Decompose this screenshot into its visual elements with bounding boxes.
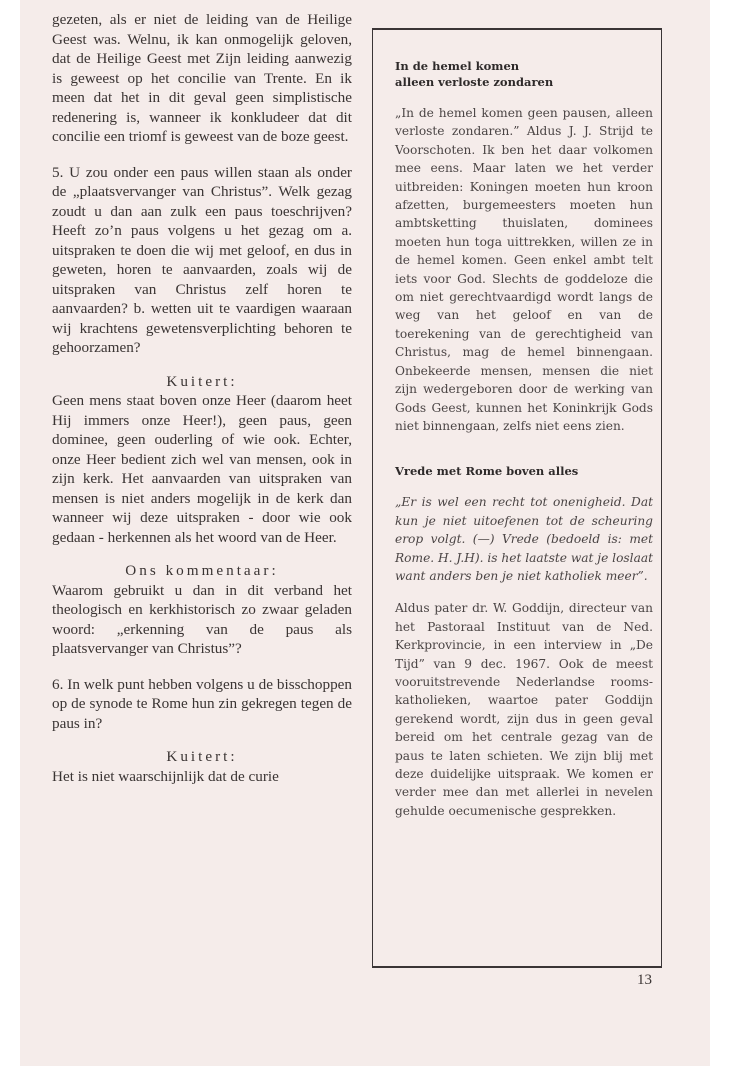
speaker-label-kuitert: Kuitert: <box>166 372 238 390</box>
spacer <box>52 147 352 163</box>
commentary-label: Ons kommentaar: <box>125 562 279 579</box>
heading-line-2: alleen verloste zondaren <box>395 75 554 89</box>
spacer <box>395 435 653 463</box>
document-page <box>20 0 710 1066</box>
question-6: 6. In welk punt hebben volgens u de bisschoppen op de synode te Rome hun zin gekregen tegen de paus in? <box>52 675 352 732</box>
commentary-text: Waarom gebruikt u dan in dit verband het theologisch en kerkhistorisch zo zwaar geladen woord: „erkenning van de paus als plaatsvervanger van Christus”? <box>52 581 352 657</box>
spacer <box>395 90 653 104</box>
paragraph-trente: gezeten, als er niet de leiding van de Heilige Geest was. Welnu, ik kan onmogelijk geloven, dat de Heilige Geest met Zijn leiding aanwezig is geweest op het concilie van Trente. En ik meen dat het in dit geval geen simplistische redenering is, wanneer ik konkludeer dat dit concilie een triomf is geweest van de boze geest. <box>52 11 352 145</box>
spacer <box>395 585 653 599</box>
answer-5: Geen mens staat boven onze Heer (daarom heet Hij immers onze Heer!), geen paus, geen dominee, geen ouderling of wie ook. Echter, onze Heer bedient zich wel van mensen, ook in zijn kerk. Het aanvaarden van uitspraken van mensen is niet anders mogelijk in de kerk dan wanneer wij deze uitspraken - door wie ook gedaan - herkennen als het woord van de Heer. <box>52 392 352 546</box>
left-column <box>52 10 352 786</box>
answer-6-start: Het is niet waarschijnlijk dat de curie <box>52 767 279 785</box>
heading-line-1: In de hemel komen <box>395 59 520 73</box>
sidebar-box <box>372 28 662 968</box>
section-heading-vrede: Vrede met Rome boven alles <box>395 464 579 479</box>
section-body-hemel: „In de hemel komen geen pausen, alleen verloste zondaren.” Aldus J. J. Strijd te Voorschoten. Ik ben het daar volkomen mee eens. Maar laten we het verder uitbreiden: Koningen moeten hun kroon afzetten, burgemeesters moeten hun ambtsketting thuislaten, dominees moeten hun toga uittrekken, willen ze in de hemel komen. Geen enkel ambt telt iets voor God. Slechts de goddeloze die om niet gerechtvaardigd wordt langs de weg van het geloof en van de toerekening van de gerechtigheid van Christus, mag de hemel binnengaan. Onbekeerde mensen, mensen die niet zijn wedergeboren door de werking van Gods Geest, kunnen het Koninkrijk Gods niet binnengaan, zelfs niet eens zien. <box>395 106 653 433</box>
spacer <box>52 659 352 675</box>
section-quote-vrede: „Er is wel een recht tot onenigheid. Dat kun je niet uitoefenen tot de scheuring erop volgt. (—) Vrede (bedoeld is: met Rome. H. J.H). is het laatste wat je loslaat want anders ben je niet katholiek meer”. <box>395 495 653 583</box>
section-body-vrede: Aldus pater dr. W. Goddijn, directeur van het Pastoraal Instituut van de Ned. Kerkprovincie, in een interview in „De Tijd” van 9 dec. 1967. Ook de meest vooruitstrevende Nederlandse rooms-katholieken, waartoe pater Goddijn gerekend wordt, zijn dus in geen geval bereid om het centrale gezag van de paus te laten schieten. We zijn blij met deze duidelijke uitspraak. We komen er verder mee dan met allerlei in nevelen gehulde oecumenische gesprekken. <box>395 601 653 818</box>
section-heading-hemel <box>395 58 653 90</box>
sidebar-box-content <box>395 58 653 820</box>
question-5: 5. U zou onder een paus willen staan als onder de „plaatsvervanger van Christus”. Welk gezag zoudt u dan aan zulk een paus toeschrijven? Heeft zo’n paus volgens u het gezag om a. uitspraken te doen die wij met geloof, en dus in geweten, horen te aanvaarden, zoals wij de uitspraken van Christus zelf horen te aanvaarden? b. wetten uit te vaardigen waaraan wij krachtens gewetensverplichting behoren te gehoorzamen? <box>52 163 352 356</box>
spacer <box>395 479 653 493</box>
speaker-label-kuitert-2: Kuitert: <box>166 748 238 765</box>
page-number: 13 <box>637 972 652 988</box>
